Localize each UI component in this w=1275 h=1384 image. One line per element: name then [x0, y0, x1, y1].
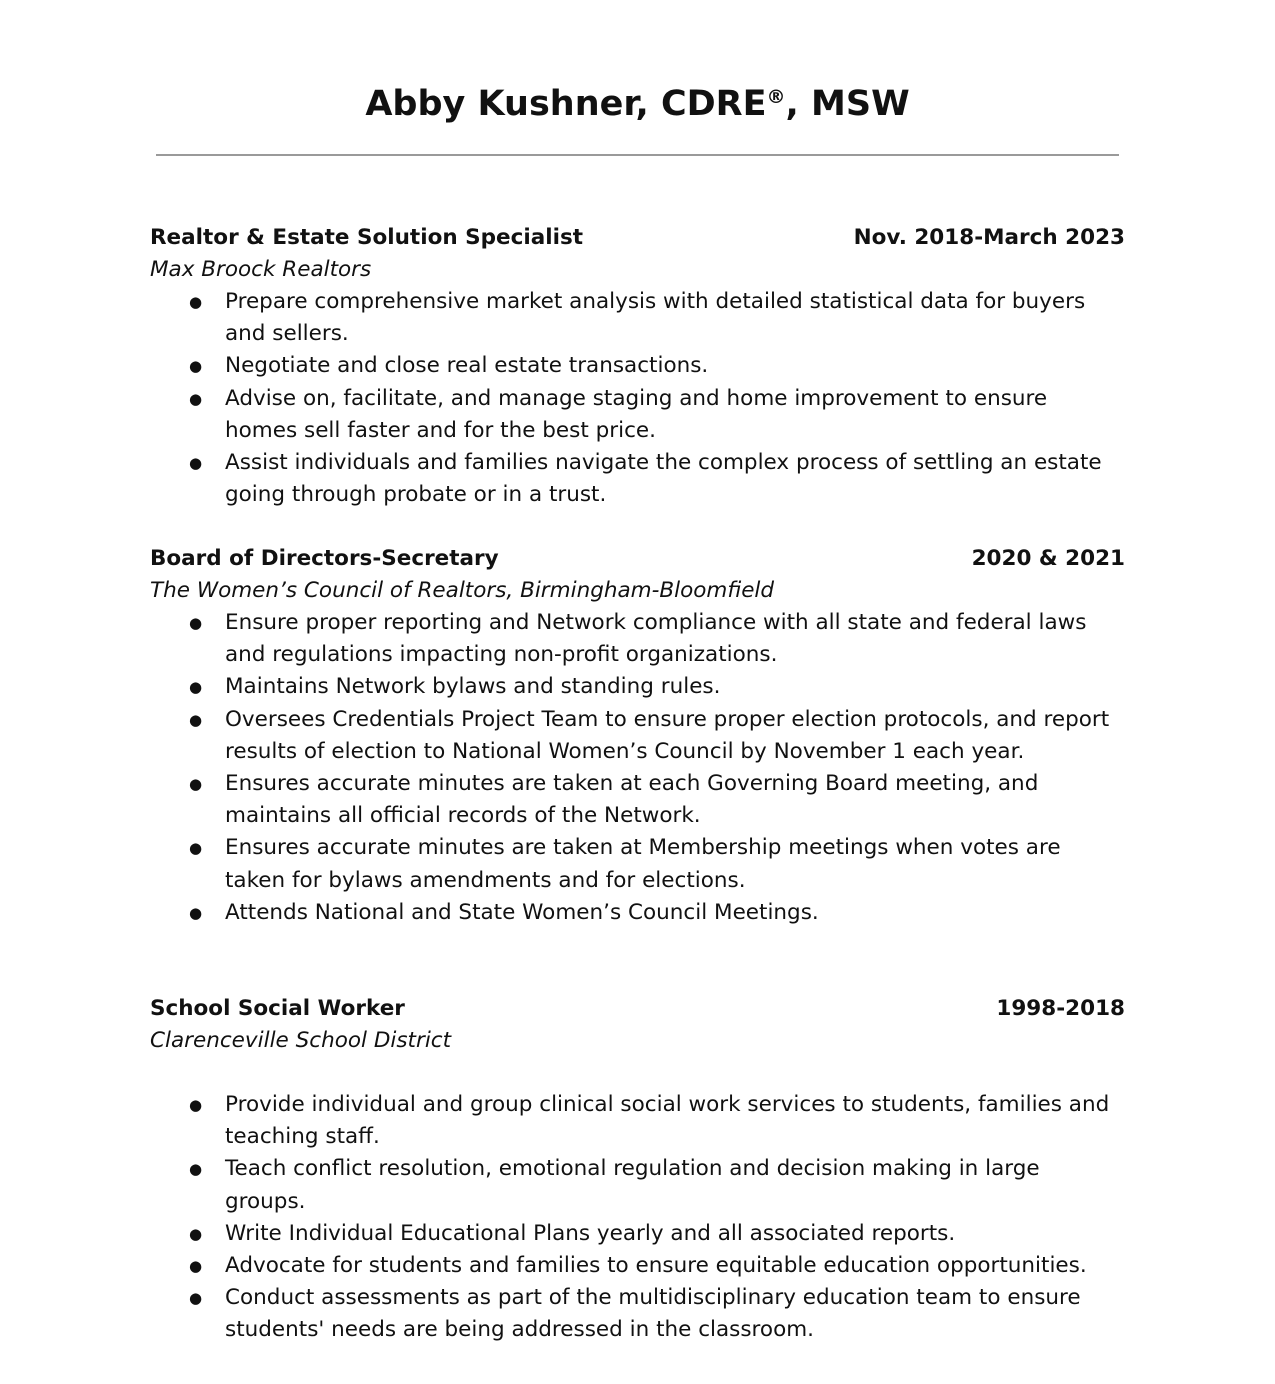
- job-header: [150, 993, 1125, 1025]
- bullet-item: ● Ensure proper reporting and Network compliance with all state and federal laws and regulations impacting non-profit organizations.: [150, 607, 1125, 671]
- bullet-item: ● Provide individual and group clinical social work services to students, families and teaching staff.: [150, 1089, 1125, 1153]
- job-bullet-list: [150, 607, 1125, 929]
- job-title: School Social Worker: [150, 996, 405, 1021]
- job-bullet-list: [150, 1089, 1125, 1347]
- bullet-item: ● Advocate for students and families to ensure equitable education opportunities.: [150, 1250, 1125, 1282]
- job-organization: The Women’s Council of Realtors, Birmingham-Bloomfield: [150, 578, 775, 603]
- job-section-board: [150, 543, 1125, 929]
- job-dates: 1998-2018: [996, 996, 1125, 1021]
- section-spacer: [150, 1057, 1125, 1089]
- bullet-item: ● Oversees Credentials Project Team to ensure proper election protocols, and report results of election to National Women’s Council by November 1 each year.: [150, 704, 1125, 768]
- name-text: Abby Kushner, CDRE: [365, 84, 767, 124]
- bullet-item: ● Attends National and State Women’s Council Meetings.: [150, 897, 1125, 929]
- job-header: [150, 222, 1125, 254]
- job-organization: Clarenceville School District: [150, 1028, 452, 1053]
- bullet-item: ● Negotiate and close real estate transactions.: [150, 350, 1125, 382]
- bullet-item: ● Advise on, facilitate, and manage staging and home improvement to ensure homes sell faster and for the best price.: [150, 383, 1125, 447]
- job-section-social-worker: [150, 993, 1125, 1347]
- job-dates: 2020 & 2021: [971, 546, 1125, 571]
- job-section-realtor: [150, 222, 1125, 511]
- job-title: Realtor & Estate Solution Specialist: [150, 225, 584, 250]
- bullet-item: ● Maintains Network bylaws and standing rules.: [150, 671, 1125, 703]
- page-title: [0, 74, 1275, 127]
- bullet-item: ● Prepare comprehensive market analysis with detailed statistical data for buyers and sellers.: [150, 286, 1125, 350]
- bullet-item: ● Assist individuals and families navigate the complex process of settling an estate going through probate or in a trust.: [150, 447, 1125, 511]
- job-title: Board of Directors-Secretary: [150, 546, 499, 571]
- job-organization: Max Broock Realtors: [150, 257, 372, 282]
- bullet-item: ● Teach conflict resolution, emotional regulation and decision making in large groups.: [150, 1153, 1125, 1217]
- job-bullet-list: [150, 286, 1125, 511]
- registered-mark: ®: [766, 86, 786, 108]
- job-header: [150, 543, 1125, 575]
- job-dates: Nov. 2018-March 2023: [853, 225, 1125, 250]
- bullet-item: ● Conduct assessments as part of the multidisciplinary education team to ensure students' needs are being addressed in the classroom.: [150, 1282, 1125, 1346]
- header-divider: [156, 154, 1119, 156]
- bullet-item: ● Ensures accurate minutes are taken at Membership meetings when votes are taken for bylaws amendments and for elections.: [150, 832, 1125, 896]
- credential-text: , MSW: [785, 84, 910, 124]
- bullet-item: ● Write Individual Educational Plans yearly and all associated reports.: [150, 1218, 1125, 1250]
- bullet-item: ● Ensures accurate minutes are taken at each Governing Board meeting, and maintains all official records of the Network.: [150, 768, 1125, 832]
